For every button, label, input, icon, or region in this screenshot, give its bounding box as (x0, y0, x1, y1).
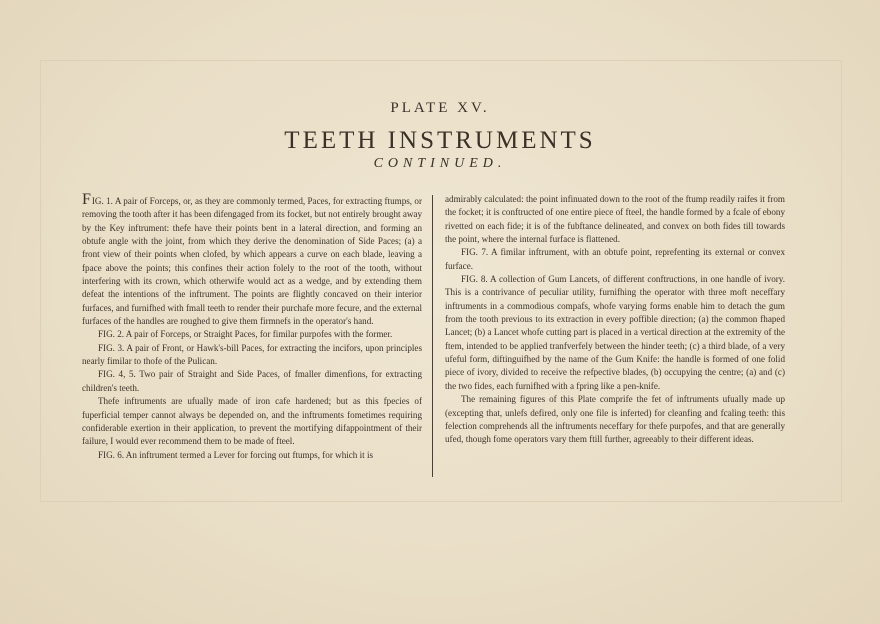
fig1-text: IG. 1. A pair of Forceps, or, as they are commonly termed, Paces, for extracting ftumps, or removing the tooth after it has been difengaged from its focket, but not entirely brought away by the Key inftrument: thefe have their points bent in a lateral direction, and forming an obtufe angle with the joint, from which they derive the denomination of Side Paces; (a) a front view of their points when clofed, by which appears a curve on each blade, leaving a fpace above the points; this confines their action folely to the root of the tooth, without interfering with its crown, which otherwife would act as a wedge, and by extending them defeat the intentions of the inftrument. The points are flightly concaved on their interior furfaces, and furnifhed with fmall teeth to render their purchafe more fecure, and the external furfaces of the handles are roughed to give them firmnefs in the operator's hand. (82, 196, 422, 327)
remaining-figures-paragraph: The remaining figures of this Plate comprife the fet of inftruments ufually made up (excepting that, unlefs defired, only one file is inferted) for cleanfing and fcaling teeth: this felection comprehends all the inftruments neceffary for thefe purpofes, and that are generally ufed, though fome operators vary them ftill further, agreeably to their different ideas. (445, 394, 785, 445)
page-title: TEETH INSTRUMENTS (284, 127, 596, 154)
left-text-column (82, 193, 422, 462)
fig3-paragraph: FIG. 3. A pair of Front, or Hawk's-bill Paces, for extracting the incifors, upon principles nearly fimilar to thofe of the Pulican. (82, 342, 422, 367)
plate-number: PLATE XV. (390, 100, 490, 116)
material-note-paragraph: Thefe inftruments are ufually made of iron cafe hardened; but as this fpecies of fuperficial temper cannot always be depended on, and the inftruments fometimes requiring confiderable exertion in their application, to prevent the mortifying difappointment of their failure, I would ever recommend them to be made of fteel. (82, 396, 422, 447)
fig6-paragraph: FIG. 6. An inftrument termed a Lever for forcing out ftumps, for which it is (98, 449, 374, 460)
right-text-column (445, 193, 785, 447)
fig45-paragraph: FIG. 4, 5. Two pair of Straight and Side Paces, of fmaller dimenfions, for extracting children's teeth. (82, 369, 422, 393)
drop-initial: F (82, 191, 92, 208)
page-subtitle: CONTINUED. (373, 156, 507, 171)
fig7-paragraph: FIG. 7. A fimilar inftrument, with an obtufe point, reprefenting its external or convex furface. (445, 247, 785, 271)
fig8-paragraph: FIG. 8. A collection of Gum Lancets, of different conftructions, in one handle of ivory. This is a contrivance of peculiar utility, furnifhing the operator with three moft neceffary inftruments in a commodious compafs, whofe varying forms enable him to detach the gum from the tooth previous to its extraction in every poffible direction; (a) the common fhaped Lancet; (b) a Lancet whofe cutting part is placed in a vertical direction at the extremity of the ftem, intended to be applied tranfverfely between the hinder teeth; (c) a third blade, of a very ufeful form, diftinguifhed by the name of the Gum Knife: the handle is formed of one folid piece of ivory, divided to receive the refpective blades, (b) occupying the centre; (a) and (c) the two fides, each furnifhed with a fpring like a pen-knife. (445, 274, 785, 391)
fig2-paragraph: FIG. 2. A pair of Forceps, or Straight Paces, for fimilar purpofes with the former. (98, 329, 393, 340)
fig1-paragraph (82, 193, 422, 328)
column-divider (432, 195, 433, 477)
fig6-continued-paragraph: admirably calculated: the point infinuated down to the root of the ftump readily raifes it from the focket; it is conftructed of one entire piece of fteel, the handle formed by a fcale of ebony rivetted on each fide; it is of the fubftance delineated, and convex on both fides till towards the point, where the internal furface is flattened. (445, 194, 785, 245)
